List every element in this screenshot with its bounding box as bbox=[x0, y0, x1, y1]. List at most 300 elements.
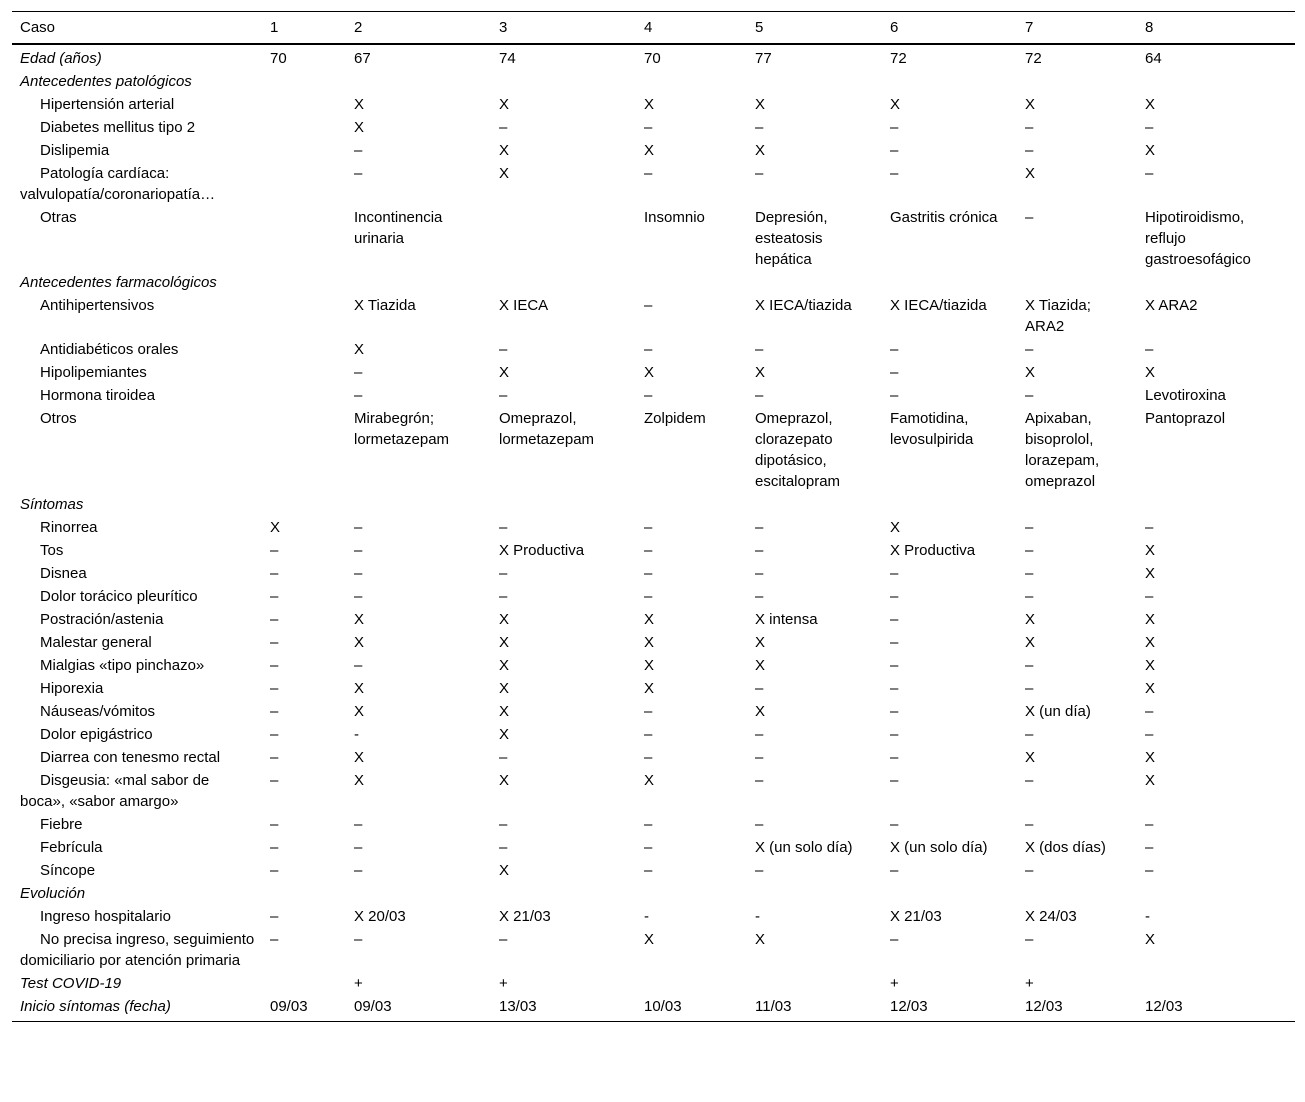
cell-case-7: – bbox=[1025, 588, 1034, 605]
row-label: Dislipemia bbox=[40, 142, 110, 159]
row-label: Disgeusia: «mal sabor de boca», «sabor amargo» bbox=[20, 772, 210, 810]
cell-case-8: X bbox=[1145, 142, 1156, 159]
cell-case-4 bbox=[636, 271, 747, 294]
row-label: Otras bbox=[40, 209, 77, 226]
cell-case-7: 72 bbox=[1025, 50, 1042, 67]
cell-case-5: X intensa bbox=[755, 611, 818, 628]
cell-case-2: – bbox=[354, 816, 363, 833]
cell-case-8: – bbox=[1145, 519, 1154, 536]
cell-case-2: – bbox=[354, 588, 363, 605]
cell-case-1: – bbox=[270, 862, 279, 879]
cell-case-4: X bbox=[644, 772, 655, 789]
cell-case-7: – bbox=[1025, 542, 1034, 559]
cell-case-7: – bbox=[1025, 657, 1034, 674]
cell-case-5: X (un solo día) bbox=[755, 839, 853, 856]
cell-case-8: X bbox=[1145, 96, 1156, 113]
clinical-cases-table bbox=[12, 11, 1295, 1022]
cell-case-3: X bbox=[499, 364, 510, 381]
cell-case-5 bbox=[747, 882, 882, 905]
cell-case-4: X bbox=[644, 657, 655, 674]
cell-case-8: X bbox=[1145, 611, 1156, 628]
cell-case-3: 13/03 bbox=[499, 998, 537, 1015]
cell-case-8: X bbox=[1145, 657, 1156, 674]
cell-case-7: – bbox=[1025, 726, 1034, 743]
cell-case-6: – bbox=[890, 341, 899, 358]
cell-case-4: – bbox=[644, 387, 653, 404]
cell-case-3 bbox=[491, 271, 636, 294]
cell-case-2: - bbox=[354, 726, 359, 743]
cell-case-2: – bbox=[354, 364, 363, 381]
cell-case-8: X bbox=[1145, 749, 1156, 766]
cell-case-5 bbox=[747, 493, 882, 516]
cell-case-8: X bbox=[1145, 565, 1156, 582]
cell-case-6 bbox=[882, 271, 1017, 294]
cell-case-5: – bbox=[755, 542, 764, 559]
cell-case-2: X bbox=[354, 634, 365, 651]
cell-case-6: – bbox=[890, 816, 899, 833]
cell-case-6: 12/03 bbox=[890, 998, 928, 1015]
cell-case-6: – bbox=[890, 703, 899, 720]
cell-case-1: – bbox=[270, 839, 279, 856]
cell-case-2: – bbox=[354, 565, 363, 582]
cell-case-5: – bbox=[755, 341, 764, 358]
cell-case-2: – bbox=[354, 657, 363, 674]
cell-case-5: – bbox=[755, 862, 764, 879]
cell-case-1: – bbox=[270, 703, 279, 720]
cell-case-7 bbox=[1017, 70, 1137, 93]
cell-case-8 bbox=[1137, 972, 1295, 995]
header-case-4: 4 bbox=[644, 19, 653, 36]
row-label: Hipolipemiantes bbox=[40, 364, 147, 381]
cell-case-2: 09/03 bbox=[354, 998, 392, 1015]
cell-case-2: X bbox=[354, 772, 365, 789]
cell-case-2: – bbox=[354, 542, 363, 559]
cell-case-5: X IECA/tiazida bbox=[755, 297, 852, 314]
cell-case-1 bbox=[262, 972, 346, 995]
cell-case-7: X bbox=[1025, 96, 1036, 113]
header-case-6: 6 bbox=[890, 19, 899, 36]
cell-case-6: X IECA/tiazida bbox=[890, 297, 987, 314]
cell-case-2: X bbox=[354, 611, 365, 628]
cell-case-3: – bbox=[499, 519, 508, 536]
cell-case-2: – bbox=[354, 862, 363, 879]
cell-case-6: – bbox=[890, 862, 899, 879]
cell-case-7: X bbox=[1025, 611, 1036, 628]
row-label: Evolución bbox=[20, 885, 86, 902]
cell-case-7: X bbox=[1025, 749, 1036, 766]
cell-case-5: X bbox=[755, 703, 766, 720]
header-case-2: 2 bbox=[354, 19, 363, 36]
table-row bbox=[12, 677, 1295, 700]
cell-case-7: – bbox=[1025, 862, 1034, 879]
cell-case-8: X bbox=[1145, 772, 1156, 789]
cell-case-5: X bbox=[755, 634, 766, 651]
cell-case-4: – bbox=[644, 703, 653, 720]
cell-case-6: – bbox=[890, 165, 899, 182]
cell-case-5: – bbox=[755, 680, 764, 697]
cell-case-3: X 21/03 bbox=[499, 908, 551, 925]
row-label: Malestar general bbox=[40, 634, 152, 651]
cell-case-2 bbox=[346, 493, 491, 516]
cell-case-4 bbox=[636, 493, 747, 516]
cell-case-4: – bbox=[644, 341, 653, 358]
table-row bbox=[12, 654, 1295, 677]
row-label: Otros bbox=[40, 410, 77, 427]
cell-case-2: X 20/03 bbox=[354, 908, 406, 925]
cell-case-2: – bbox=[354, 165, 363, 182]
cell-case-1 bbox=[262, 384, 346, 407]
cell-case-6: – bbox=[890, 726, 899, 743]
cell-case-4: X bbox=[644, 96, 655, 113]
cell-case-6: 72 bbox=[890, 50, 907, 67]
cell-case-1: 09/03 bbox=[270, 998, 308, 1015]
cell-case-5: – bbox=[755, 565, 764, 582]
cell-case-1: X bbox=[270, 519, 281, 536]
cell-case-1: – bbox=[270, 588, 279, 605]
cell-case-3: – bbox=[499, 387, 508, 404]
cell-case-3: X bbox=[499, 772, 510, 789]
cell-case-8: X bbox=[1145, 931, 1156, 948]
cell-case-7 bbox=[1017, 493, 1137, 516]
cell-case-2: – bbox=[354, 839, 363, 856]
cell-case-2: + bbox=[354, 975, 363, 992]
header-case-5: 5 bbox=[755, 19, 764, 36]
table-header-row bbox=[12, 12, 1295, 45]
table-row bbox=[12, 608, 1295, 631]
table-row bbox=[12, 44, 1295, 70]
cell-case-1 bbox=[262, 493, 346, 516]
cell-case-2: X bbox=[354, 703, 365, 720]
cell-case-8 bbox=[1137, 271, 1295, 294]
cell-case-4: X bbox=[644, 611, 655, 628]
table-row bbox=[12, 631, 1295, 654]
cell-case-8: – bbox=[1145, 726, 1154, 743]
row-label: No precisa ingreso, seguimiento domiciliario por atención primaria bbox=[20, 931, 255, 969]
cell-case-4: – bbox=[644, 519, 653, 536]
cell-case-7: – bbox=[1025, 931, 1034, 948]
cell-case-2: X bbox=[354, 341, 365, 358]
cell-case-7: – bbox=[1025, 519, 1034, 536]
cell-case-7: – bbox=[1025, 209, 1034, 226]
cell-case-5: X bbox=[755, 142, 766, 159]
cell-case-2 bbox=[346, 882, 491, 905]
table-row bbox=[12, 859, 1295, 882]
cell-case-8: – bbox=[1145, 862, 1154, 879]
cell-case-1: – bbox=[270, 726, 279, 743]
cell-case-3: X bbox=[499, 680, 510, 697]
cell-case-2: Incontinencia urinaria bbox=[354, 209, 443, 247]
cell-case-2 bbox=[346, 70, 491, 93]
cell-case-3: – bbox=[499, 839, 508, 856]
table-row bbox=[12, 539, 1295, 562]
cell-case-5: X bbox=[755, 657, 766, 674]
table-row bbox=[12, 116, 1295, 139]
cell-case-1: – bbox=[270, 931, 279, 948]
row-label: Hormona tiroidea bbox=[40, 387, 156, 404]
cell-case-4: – bbox=[644, 726, 653, 743]
row-label: Antihipertensivos bbox=[40, 297, 155, 314]
table-row bbox=[12, 813, 1295, 836]
cell-case-4: – bbox=[644, 862, 653, 879]
cell-case-5: – bbox=[755, 726, 764, 743]
cell-case-3: X bbox=[499, 634, 510, 651]
cell-case-6 bbox=[882, 493, 1017, 516]
cell-case-2 bbox=[346, 271, 491, 294]
cell-case-5: – bbox=[755, 588, 764, 605]
cell-case-1: – bbox=[270, 611, 279, 628]
cell-case-3: – bbox=[499, 749, 508, 766]
row-label: Antecedentes farmacológicos bbox=[20, 274, 217, 291]
cell-case-1 bbox=[262, 361, 346, 384]
row-label: Rinorrea bbox=[40, 519, 98, 536]
cell-case-2: X bbox=[354, 96, 365, 113]
cell-case-3: X bbox=[499, 96, 510, 113]
cell-case-2: X bbox=[354, 680, 365, 697]
cell-case-4: 70 bbox=[644, 50, 661, 67]
cell-case-4: X bbox=[644, 680, 655, 697]
cell-case-4: X bbox=[644, 142, 655, 159]
cell-case-4: – bbox=[644, 297, 653, 314]
cell-case-5: – bbox=[755, 119, 764, 136]
cell-case-3: – bbox=[499, 341, 508, 358]
row-label: Edad (años) bbox=[20, 50, 102, 67]
table-row bbox=[12, 516, 1295, 539]
cell-case-6: – bbox=[890, 634, 899, 651]
cell-case-7: – bbox=[1025, 387, 1034, 404]
cell-case-8: X bbox=[1145, 634, 1156, 651]
cell-case-3: – bbox=[499, 119, 508, 136]
cell-case-4: – bbox=[644, 588, 653, 605]
cell-case-6: – bbox=[890, 119, 899, 136]
cell-case-7 bbox=[1017, 882, 1137, 905]
row-label: Hiporexia bbox=[40, 680, 104, 697]
cell-case-1 bbox=[262, 407, 346, 493]
table-row bbox=[12, 769, 1295, 813]
cell-case-8: – bbox=[1145, 588, 1154, 605]
cell-case-3: – bbox=[499, 931, 508, 948]
cell-case-3: – bbox=[499, 816, 508, 833]
cell-case-8: – bbox=[1145, 341, 1154, 358]
header-case-1: 1 bbox=[270, 19, 279, 36]
cell-case-4 bbox=[636, 972, 747, 995]
cell-case-3 bbox=[491, 70, 636, 93]
cell-case-2: X bbox=[354, 119, 365, 136]
cell-case-6: – bbox=[890, 931, 899, 948]
cell-case-4: 10/03 bbox=[644, 998, 682, 1015]
cell-case-8: X bbox=[1145, 364, 1156, 381]
cell-case-5: Depresión, esteatosis hepática bbox=[755, 209, 828, 268]
cell-case-7: + bbox=[1025, 975, 1034, 992]
cell-case-1 bbox=[262, 139, 346, 162]
cell-case-3 bbox=[491, 493, 636, 516]
row-label: Síntomas bbox=[20, 496, 84, 513]
table-row bbox=[12, 746, 1295, 769]
cell-case-6: – bbox=[890, 565, 899, 582]
cell-case-4: – bbox=[644, 542, 653, 559]
cell-case-7: – bbox=[1025, 816, 1034, 833]
cell-case-8: 12/03 bbox=[1145, 998, 1183, 1015]
table-row bbox=[12, 905, 1295, 928]
cell-case-5: – bbox=[755, 165, 764, 182]
cell-case-6: – bbox=[890, 772, 899, 789]
header-case-7: 7 bbox=[1025, 19, 1034, 36]
cell-case-4: – bbox=[644, 165, 653, 182]
cell-case-4: – bbox=[644, 119, 653, 136]
cell-case-7: – bbox=[1025, 680, 1034, 697]
cell-case-7: – bbox=[1025, 341, 1034, 358]
cell-case-5 bbox=[747, 972, 882, 995]
row-label: Dolor epigástrico bbox=[40, 726, 153, 743]
cell-case-6: – bbox=[890, 142, 899, 159]
row-label: Postración/astenia bbox=[40, 611, 164, 628]
cell-case-3: X bbox=[499, 165, 510, 182]
cell-case-7: X bbox=[1025, 634, 1036, 651]
cell-case-6: Famotidina, levosulpirida bbox=[890, 410, 974, 448]
cell-case-3: + bbox=[499, 975, 508, 992]
cell-case-6: Gastritis crónica bbox=[890, 209, 998, 226]
cell-case-6 bbox=[882, 882, 1017, 905]
row-label: Test COVID-19 bbox=[20, 975, 122, 992]
cell-case-7: – bbox=[1025, 565, 1034, 582]
table-row bbox=[12, 562, 1295, 585]
cell-case-1: – bbox=[270, 542, 279, 559]
cell-case-4 bbox=[636, 882, 747, 905]
row-label: Ingreso hospitalario bbox=[40, 908, 171, 925]
cell-case-6: X 21/03 bbox=[890, 908, 942, 925]
cell-case-6: – bbox=[890, 749, 899, 766]
cell-case-7: X (dos días) bbox=[1025, 839, 1106, 856]
cell-case-3: X bbox=[499, 703, 510, 720]
cell-case-7: – bbox=[1025, 142, 1034, 159]
cell-case-2: – bbox=[354, 387, 363, 404]
cell-case-6: X bbox=[890, 96, 901, 113]
cell-case-5: X bbox=[755, 931, 766, 948]
table-row bbox=[12, 407, 1295, 493]
cell-case-2: X Tiazida bbox=[354, 297, 416, 314]
cell-case-8: - bbox=[1145, 908, 1150, 925]
section-row bbox=[12, 70, 1295, 93]
cell-case-6: X bbox=[890, 519, 901, 536]
cell-case-5: X bbox=[755, 364, 766, 381]
cell-case-8: – bbox=[1145, 165, 1154, 182]
cell-case-8: 64 bbox=[1145, 50, 1162, 67]
cell-case-1: – bbox=[270, 565, 279, 582]
cell-case-1: – bbox=[270, 749, 279, 766]
cell-case-8: Pantoprazol bbox=[1145, 410, 1226, 427]
cell-case-3: X bbox=[499, 862, 510, 879]
row-label: Patología cardíaca: valvulopatía/coronariopatía… bbox=[20, 165, 216, 203]
table-body bbox=[12, 44, 1295, 1022]
row-label: Inicio síntomas (fecha) bbox=[20, 998, 171, 1015]
cell-case-8: – bbox=[1145, 119, 1154, 136]
cell-case-7: X bbox=[1025, 364, 1036, 381]
row-label: Antecedentes patológicos bbox=[20, 73, 192, 90]
table-row bbox=[12, 585, 1295, 608]
cell-case-1 bbox=[262, 70, 346, 93]
table-row bbox=[12, 139, 1295, 162]
cell-case-8: – bbox=[1145, 839, 1154, 856]
row-label: Mialgias «tipo pinchazo» bbox=[40, 657, 205, 674]
section-row bbox=[12, 882, 1295, 905]
cell-case-4: – bbox=[644, 839, 653, 856]
section-row bbox=[12, 271, 1295, 294]
table-row bbox=[12, 361, 1295, 384]
cell-case-5: Omeprazol, clorazepato dipotásico, escitalopram bbox=[755, 410, 841, 490]
cell-case-4: X bbox=[644, 364, 655, 381]
cell-case-2: – bbox=[354, 142, 363, 159]
cell-case-7: – bbox=[1025, 119, 1034, 136]
cell-case-1 bbox=[262, 271, 346, 294]
row-label: Tos bbox=[40, 542, 64, 559]
table-row bbox=[12, 995, 1295, 1022]
cell-case-3: X bbox=[499, 611, 510, 628]
cell-case-1 bbox=[262, 882, 346, 905]
cell-case-6: – bbox=[890, 588, 899, 605]
table-row bbox=[12, 700, 1295, 723]
cell-case-6: + bbox=[890, 975, 899, 992]
table-row bbox=[12, 206, 1295, 271]
cell-case-6 bbox=[882, 70, 1017, 93]
cell-case-3 bbox=[491, 882, 636, 905]
cell-case-3: X bbox=[499, 657, 510, 674]
cell-case-7: Apixaban, bisoprolol, lorazepam, omeprazol bbox=[1025, 410, 1100, 490]
table-row bbox=[12, 972, 1295, 995]
cell-case-8: X bbox=[1145, 680, 1156, 697]
row-label: Disnea bbox=[40, 565, 87, 582]
table-row bbox=[12, 338, 1295, 361]
row-label: Fiebre bbox=[40, 816, 83, 833]
cell-case-3: – bbox=[499, 565, 508, 582]
row-label: Diabetes mellitus tipo 2 bbox=[40, 119, 196, 136]
cell-case-3: X bbox=[499, 726, 510, 743]
cell-case-2: – bbox=[354, 931, 363, 948]
cell-case-5 bbox=[747, 271, 882, 294]
cell-case-5: - bbox=[755, 908, 760, 925]
cell-case-8: X bbox=[1145, 542, 1156, 559]
table-row bbox=[12, 928, 1295, 972]
cell-case-8 bbox=[1137, 493, 1295, 516]
cell-case-1 bbox=[262, 294, 346, 338]
cell-case-6: X Productiva bbox=[890, 542, 976, 559]
cell-case-1 bbox=[262, 338, 346, 361]
row-label: Antidiabéticos orales bbox=[40, 341, 179, 358]
section-row bbox=[12, 493, 1295, 516]
cell-case-6: – bbox=[890, 680, 899, 697]
cell-case-5: 77 bbox=[755, 50, 772, 67]
cell-case-1 bbox=[262, 93, 346, 116]
cell-case-1: – bbox=[270, 908, 279, 925]
header-case-3: 3 bbox=[499, 19, 508, 36]
cell-case-6: X (un solo día) bbox=[890, 839, 988, 856]
row-label: Febrícula bbox=[40, 839, 103, 856]
cell-case-6: – bbox=[890, 387, 899, 404]
row-label: Síncope bbox=[40, 862, 96, 879]
cell-case-2: X bbox=[354, 749, 365, 766]
cell-case-5: – bbox=[755, 772, 764, 789]
cell-case-1 bbox=[262, 116, 346, 139]
cell-case-8: X ARA2 bbox=[1145, 297, 1198, 314]
cell-case-7: X 24/03 bbox=[1025, 908, 1077, 925]
cell-case-5: – bbox=[755, 387, 764, 404]
cell-case-5: 11/03 bbox=[755, 998, 792, 1015]
cell-case-7: 12/03 bbox=[1025, 998, 1063, 1015]
cell-case-3 bbox=[491, 206, 636, 271]
cell-case-7: X Tiazida; ARA2 bbox=[1025, 297, 1091, 335]
cell-case-8: – bbox=[1145, 703, 1154, 720]
table-row bbox=[12, 162, 1295, 206]
cell-case-6: – bbox=[890, 657, 899, 674]
row-label: Dolor torácico pleurítico bbox=[40, 588, 198, 605]
